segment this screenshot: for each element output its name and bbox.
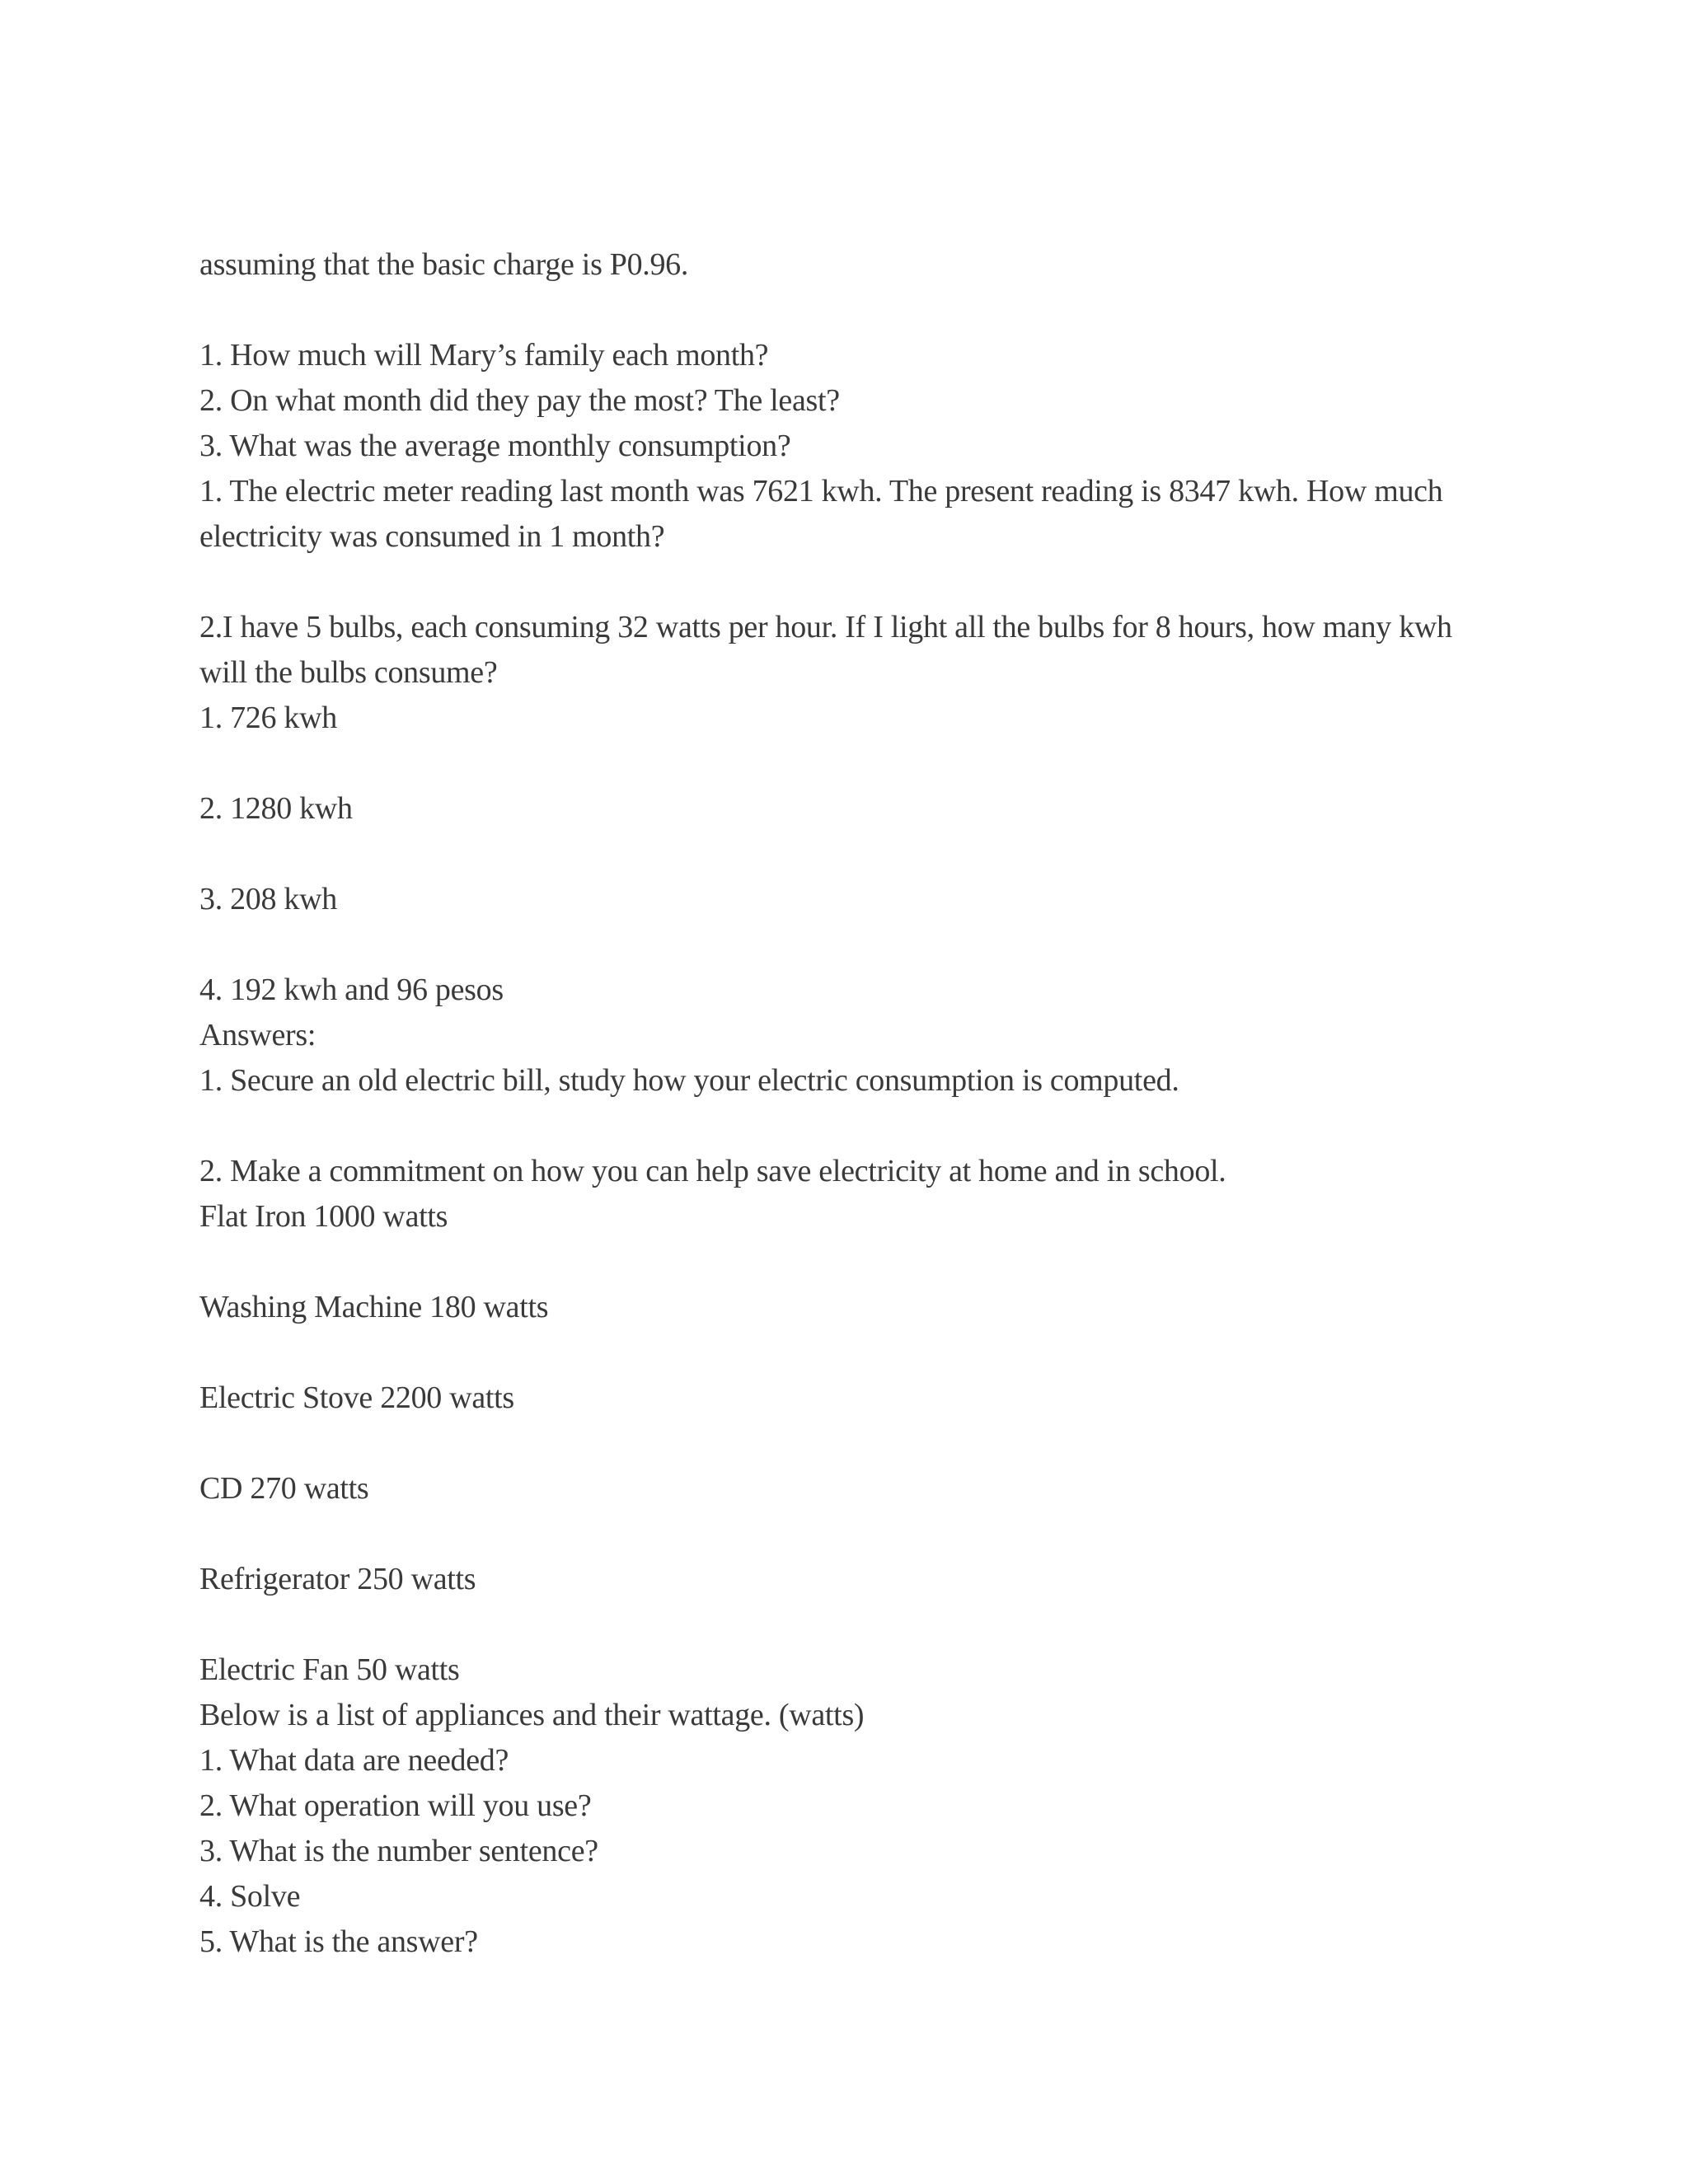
- text-line: 3. What is the number sentence?: [199, 1834, 598, 1868]
- blank-line: [199, 1421, 1551, 1466]
- text-line: assuming that the basic charge is P0.96.: [199, 247, 689, 282]
- text-line: 2. Make a commitment on how you can help save electricity at home and in school.: [199, 1154, 1226, 1188]
- blank-line: [199, 1330, 1551, 1376]
- text-line: 4. 192 kwh and 96 pesos: [199, 972, 504, 1007]
- text-line: 5. What is the answer?: [199, 1924, 478, 1959]
- text-line: 1. What data are needed?: [199, 1743, 509, 1778]
- blank-line: [199, 922, 1551, 968]
- text-line: Washing Machine 180 watts: [199, 1290, 549, 1324]
- text-line: 3. What was the average monthly consumption?: [199, 429, 791, 463]
- text-line: Refrigerator 250 watts: [199, 1562, 476, 1596]
- text-line: electricity was consumed in 1 month?: [199, 519, 665, 554]
- blank-line: [199, 832, 1551, 877]
- blank-line: [199, 288, 1551, 333]
- text-line: Below is a list of appliances and their wattage. (watts): [199, 1698, 865, 1732]
- blank-line: [199, 1511, 1551, 1557]
- document-page: [199, 242, 1551, 1965]
- blank-line: [199, 1602, 1551, 1647]
- text-line: 2. What operation will you use?: [199, 1788, 592, 1823]
- text-line: will the bulbs consume?: [199, 655, 498, 690]
- text-line: 3. 208 kwh: [199, 882, 337, 916]
- text-line: Electric Stove 2200 watts: [199, 1380, 514, 1415]
- text-line: 1. Secure an old electric bill, study how your electric consumption is computed.: [199, 1063, 1179, 1098]
- text-line: 1. How much will Mary’s family each month?: [199, 338, 769, 373]
- blank-line: [199, 741, 1551, 786]
- text-line: 2. 1280 kwh: [199, 791, 353, 826]
- blank-line: [199, 1104, 1551, 1149]
- blank-line: [199, 560, 1551, 605]
- text-line: 4. Solve: [199, 1879, 301, 1914]
- text-line: Electric Fan 50 watts: [199, 1652, 460, 1687]
- text-line: 2. On what month did they pay the most? The least?: [199, 383, 840, 418]
- text-line: 2.I have 5 bulbs, each consuming 32 watts per hour. If I light all the bulbs for 8 hours, how many kwh: [199, 610, 1452, 644]
- blank-line: [199, 1240, 1551, 1285]
- text-line: 1. The electric meter reading last month was 7621 kwh. The present reading is 8347 kwh. How much: [199, 474, 1443, 509]
- text-line: Answers:: [199, 1018, 316, 1052]
- text-line: 1. 726 kwh: [199, 701, 337, 735]
- text-line: Flat Iron 1000 watts: [199, 1199, 448, 1234]
- text-line: CD 270 watts: [199, 1471, 369, 1506]
